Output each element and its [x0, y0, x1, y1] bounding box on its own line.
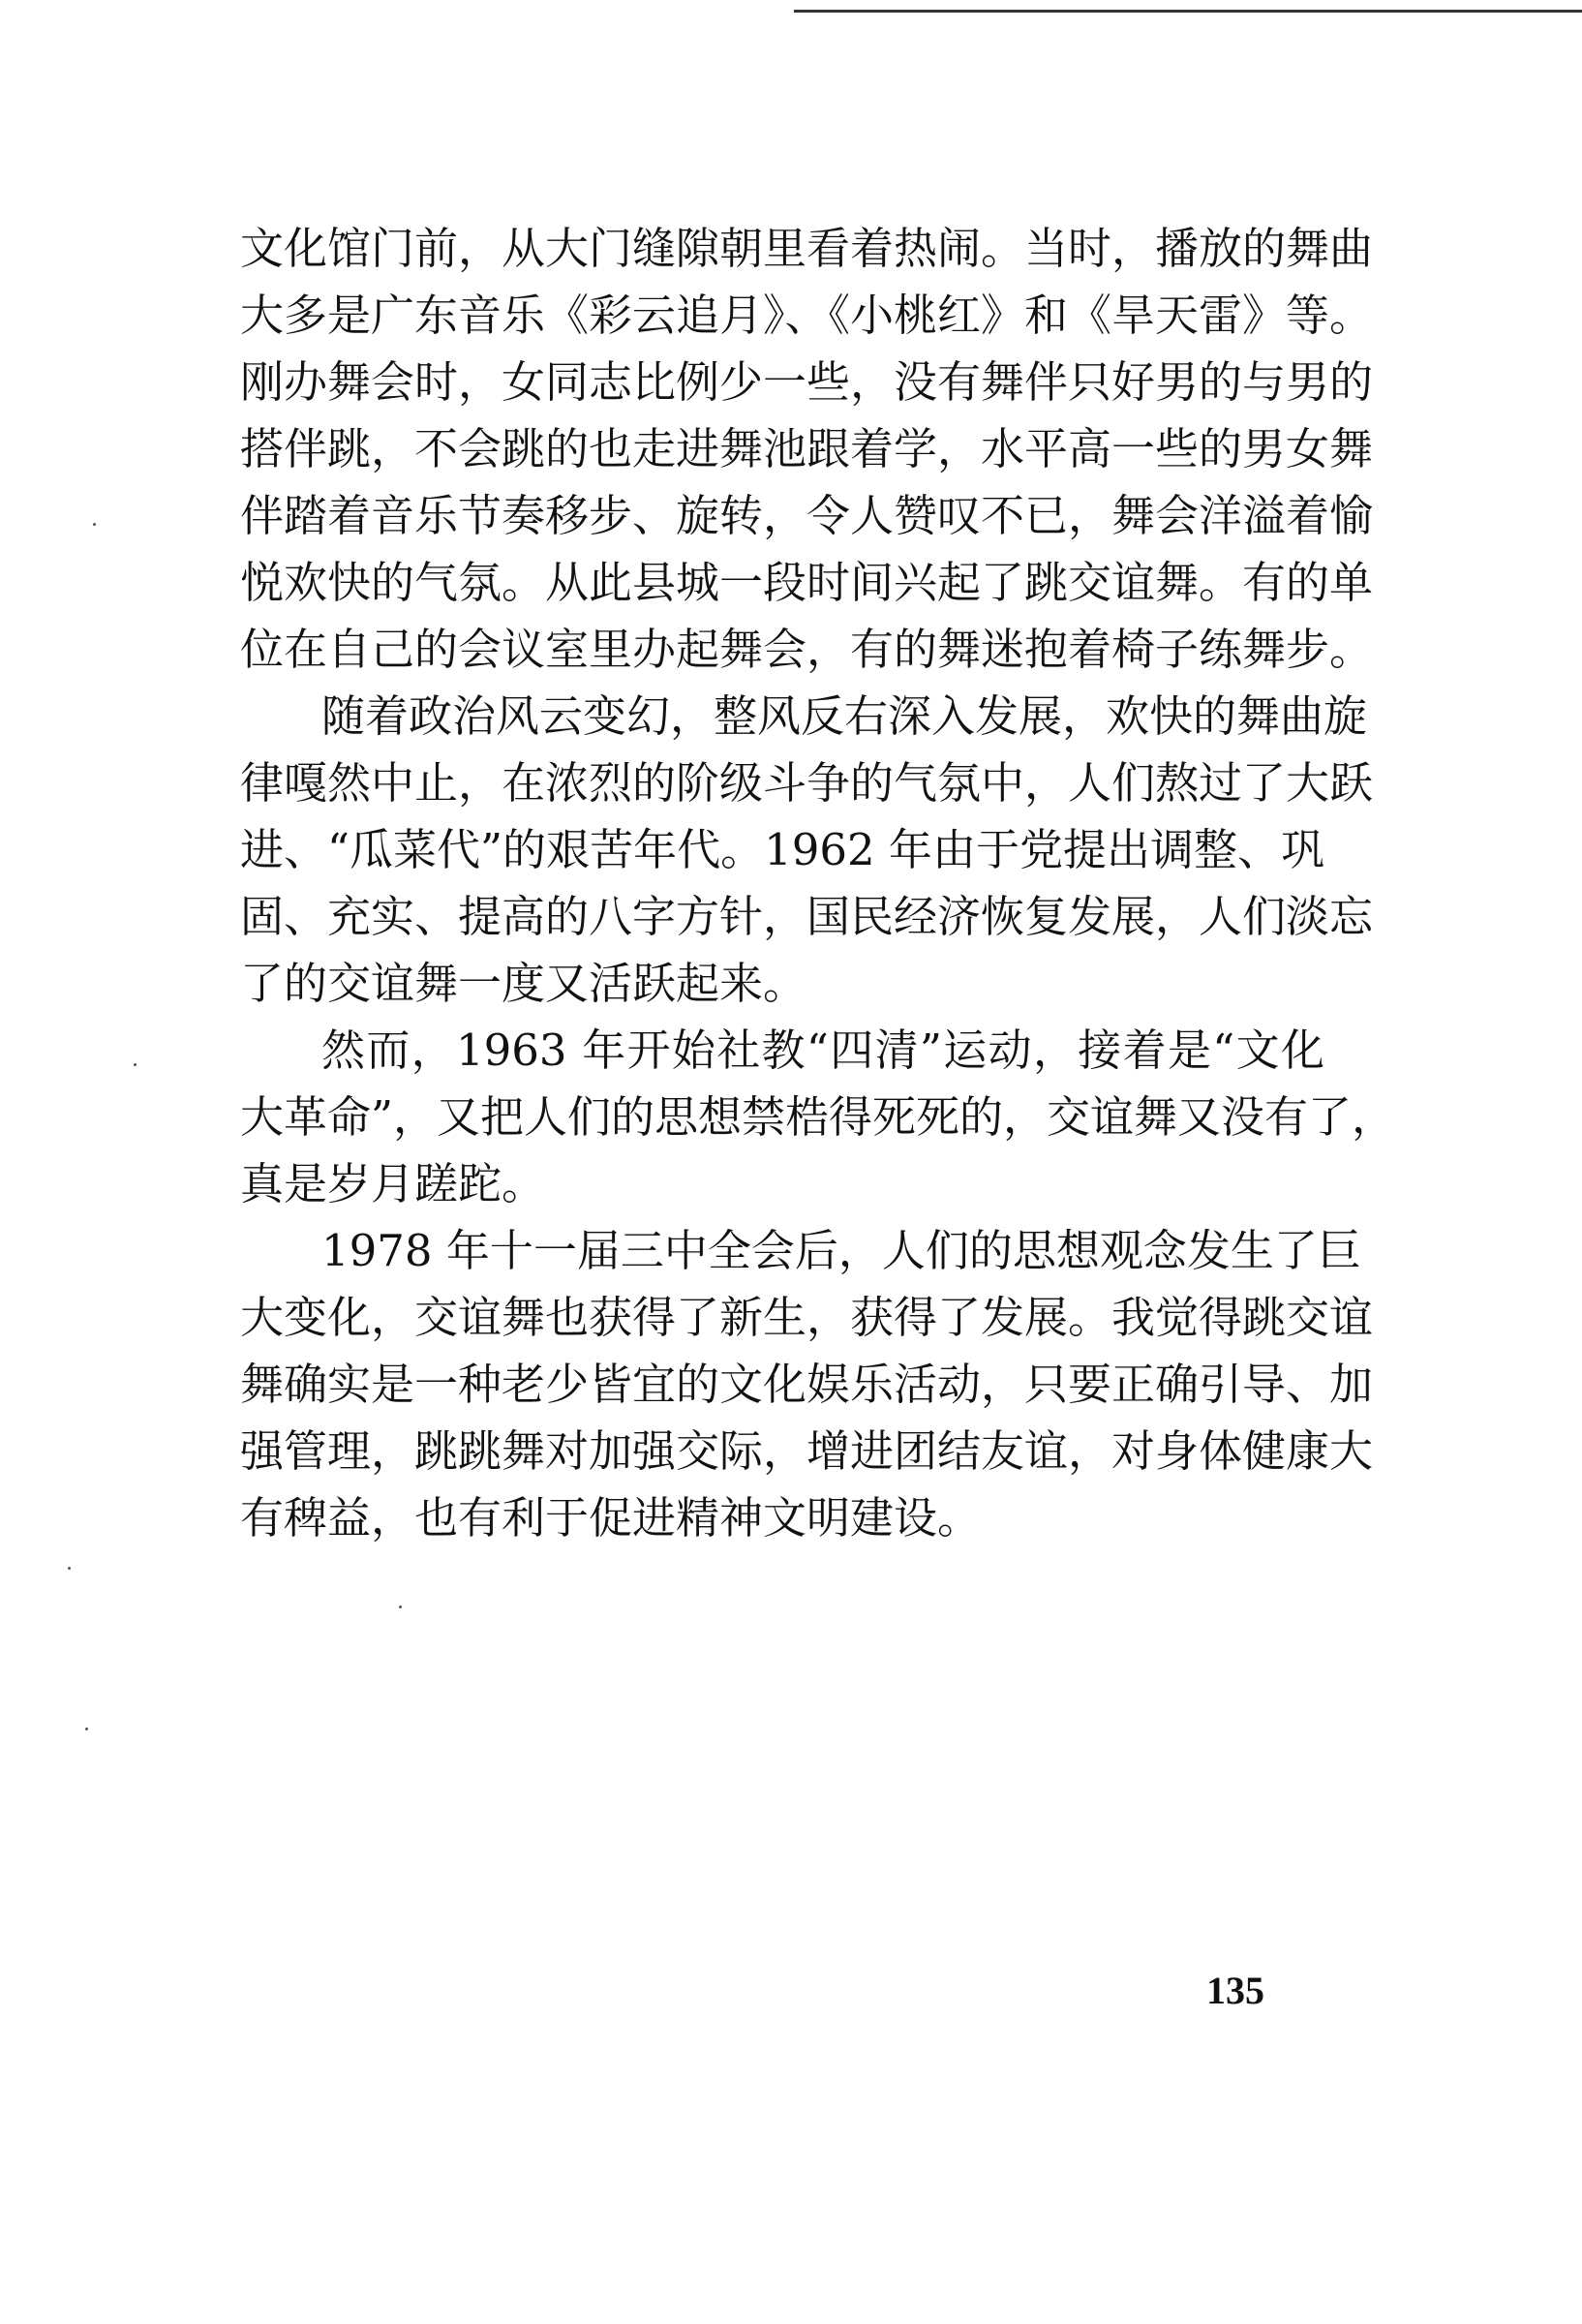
scan-speck — [93, 523, 96, 526]
text-line: 搭伴跳，不会跳的也走进舞池跟着学，水平高一些的男女舞 — [240, 423, 1374, 474]
scan-speck — [399, 1605, 402, 1608]
text-line: 悦欢快的气氛。从此县城一段时间兴起了跳交谊舞。有的单 — [240, 557, 1374, 608]
text-line: 固、充实、提高的八字方针，国民经济恢复发展，人们淡忘 — [240, 891, 1374, 942]
text-line: 伴踏着音乐节奏移步、旋转，令人赞叹不已，舞会洋溢着愉 — [240, 490, 1374, 541]
text-line: 律嘎然中止，在浓烈的阶级斗争的气氛中，人们熬过了大跃 — [240, 757, 1374, 809]
text-line: 随着政治风云变幻，整风反右深入发展，欢快的舞曲旋 — [321, 690, 1368, 742]
scan-speck — [85, 1728, 88, 1730]
text-line: 然而，1963 年开始社教“四清”运动，接着是“文化 — [321, 1024, 1324, 1076]
paragraph — [240, 683, 1374, 1017]
scan-speck — [68, 1567, 71, 1570]
text-line: 真是岁月蹉跎。 — [240, 1158, 546, 1209]
text-line: 大多是广东音乐《彩云追月》、《小桃红》和《旱天雷》等。 — [240, 290, 1374, 341]
text-line: 有稗益，也有利于促进精神文明建设。 — [240, 1492, 982, 1544]
paragraph — [240, 1017, 1396, 1217]
text-line: 进、“瓜菜代”的艰苦年代。1962 年由于党提出调整、巩 — [240, 824, 1324, 875]
text-line: 大革命”，又把人们的思想禁梏得死死的，交谊舞又没有了， — [240, 1091, 1396, 1143]
text-line: 位在自己的会议室里办起舞会，有的舞迷抱着椅子练舞步。 — [240, 624, 1374, 675]
text-line: 舞确实是一种老少皆宜的文化娱乐活动，只要正确引导、加 — [240, 1359, 1374, 1410]
scan-speck — [134, 1063, 137, 1066]
text-line: 刚办舞会时，女同志比例少一些，没有舞伴只好男的与男的 — [240, 356, 1374, 408]
paragraph — [240, 215, 1374, 683]
text-line: 了的交谊舞一度又活跃起来。 — [240, 958, 807, 1009]
text-line: 文化馆门前，从大门缝隙朝里看着热闹。当时，播放的舞曲 — [240, 223, 1374, 274]
text-line: 强管理，跳跳舞对加强交际，增进团结友谊，对身体健康大 — [240, 1425, 1374, 1477]
paragraph — [240, 1217, 1374, 1551]
text-line: 1978 年十一届三中全会后，人们的思想观念发生了巨 — [321, 1225, 1361, 1276]
page-number: 135 — [1206, 1969, 1264, 2012]
page-body-text — [240, 215, 1396, 1551]
top-scan-rule — [794, 10, 1582, 13]
text-line: 大变化，交谊舞也获得了新生，获得了发展。我觉得跳交谊 — [240, 1292, 1374, 1343]
